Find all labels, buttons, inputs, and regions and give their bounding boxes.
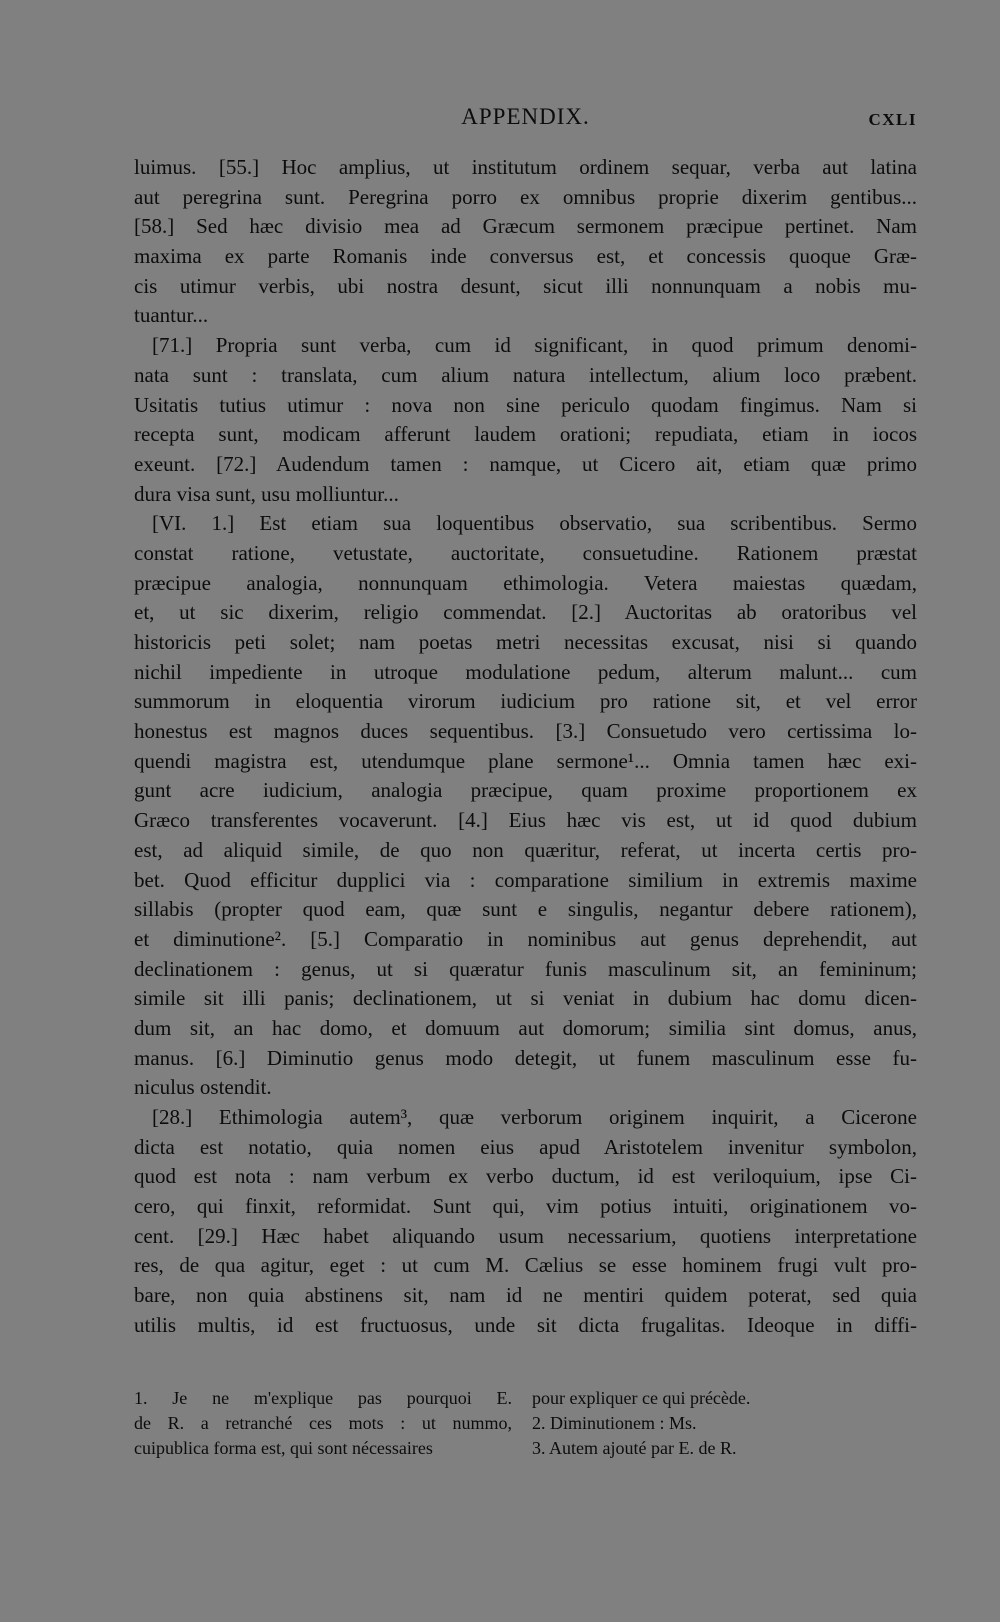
text-line: res, de qua agitur, eget : ut cum M. Cælius se esse hominem frugi vult pro-: [134, 1253, 917, 1278]
text-line: niculus ostendit.: [134, 1075, 272, 1100]
text-line: [71.] Propria sunt verba, cum id significant, in quod primum denomi-: [152, 333, 917, 358]
text-line: exeunt. [72.] Audendum tamen : namque, ut Cicero ait, etiam quæ primo: [134, 451, 917, 476]
text-line: præcipue analogia, nonnunquam ethimologia. Vetera maiestas quædam,: [134, 570, 917, 595]
text-line: gunt acre iudicium, analogia præcipue, quam proxime proportionem ex: [134, 778, 917, 803]
text-line: historicis peti solet; nam poetas metri necessitas excusat, nisi si quando: [134, 630, 917, 654]
text-line: [58.] Sed hæc divisio mea ad Græcum sermonem præcipue pertinet. Nam: [134, 214, 917, 239]
footnote-line: cuipublica forma est, qui sont nécessaires: [134, 1438, 433, 1458]
text-line: et, ut sic dixerim, religio commendat. [2.] Auctoritas ab oratoribus vel: [134, 600, 917, 625]
text-line: summorum in eloquentia virorum iudicium pro ratione sit, et vel error: [134, 689, 917, 714]
text-line: recepta sunt, modicam afferunt laudem orationi; repudiata, etiam in iocos: [134, 422, 917, 447]
text-line: declinationem : genus, ut si quæratur funis masculinum sit, an femininum;: [134, 956, 917, 981]
text-line: sillabis (propter quod eam, quæ sunt e singulis, negantur debere rationem),: [134, 897, 917, 922]
text-line: aut peregrina sunt. Peregrina porro ex omnibus proprie dixerim gentibus...: [134, 184, 917, 209]
text-line: [VI. 1.] Est etiam sua loquentibus observatio, sua scribentibus. Sermo: [152, 511, 917, 536]
text-line: cent. [29.] Hæc habet aliquando usum necessarium, quotiens interpretatione: [134, 1223, 917, 1248]
text-line: bare, non quia abstinens sit, nam id ne mentiri quidem poterat, sed quia: [134, 1283, 917, 1308]
footnotes-right-column: [532, 1386, 917, 1461]
text-line: Usitatis tutius utimur : nova non sine periculo quodam fingimus. Nam si: [134, 392, 917, 417]
text-line: Græco transferentes vocaverunt. [4.] Eius hæc vis est, ut id quod dubium: [134, 808, 917, 833]
page-header: [134, 100, 917, 136]
footnote-line: 1. Je ne m'explique pas pourquoi E.: [134, 1388, 512, 1408]
text-line: constat ratione, vetustate, auctoritate, consuetudine. Rationem præstat: [134, 540, 917, 565]
text-line: bet. Quod efficitur dupplici via : comparatione similium in extremis maxime: [134, 867, 917, 892]
text-line: utilis multis, id est fructuosus, unde sit dicta frugalitas. Ideoque in diffi-: [134, 1312, 917, 1337]
text-line: maxima ex parte Romanis inde conversus est, et concessis quoque Græ-: [134, 244, 917, 269]
page-number: CXLI: [868, 110, 917, 129]
text-line: [28.] Ethimologia autem³, quæ verborum originem inquirit, a Cicerone: [152, 1105, 917, 1129]
text-line: dicta est notatio, quia nomen eius apud Aristotelem invenitur symbolon,: [134, 1134, 917, 1159]
text-line: est, ad aliquid simile, de quo non quæritur, referat, ut incerta certis pro-: [134, 837, 917, 862]
text-line: cis utimur verbis, ubi nostra desunt, sicut illi nonnunquam a nobis mu-: [134, 273, 917, 298]
text-line: manus. [6.] Diminutio genus modo detegit, ut funem masculinum esse fu-: [134, 1045, 917, 1070]
text-line: dura visa sunt, usu molliuntur...: [134, 481, 399, 506]
footnotes-left-column: [134, 1386, 512, 1461]
text-line: nichil impediente in utroque modulatione pedum, alterum malunt... cum: [134, 659, 917, 684]
footnote-line: pour expliquer ce qui précède.: [532, 1388, 751, 1408]
running-title: APPENDIX.: [461, 104, 590, 129]
text-line: cero, qui finxit, reformidat. Sunt qui, vim potius intuiti, originationem vo-: [134, 1194, 917, 1219]
text-line: simile sit illi panis; declinationem, ut si veniat in dubium hac domu dicen-: [134, 986, 917, 1011]
text-line: honestus est magnos duces sequentibus. [3.] Consuetudo vero certissima lo-: [134, 719, 917, 744]
text-line: quod est nota : nam verbum ex verbo ductum, id est veriloquium, ipse Ci-: [134, 1164, 917, 1189]
footnote-line: de R. a retranché ces mots : ut nummo,: [134, 1413, 512, 1433]
text-line: nata sunt : translata, cum alium natura intellectum, alium loco præbent.: [134, 362, 917, 387]
text-line: tuantur...: [134, 303, 209, 328]
text-line: et diminutione². [5.] Comparatio in nominibus aut genus deprehendit, aut: [134, 926, 917, 951]
text-line: luimus. [55.] Hoc amplius, ut institutum ordinem sequar, verba aut latina: [134, 155, 917, 179]
text-line: quendi magistra est, utendumque plane sermone¹... Omnia tamen hæc exi-: [134, 748, 917, 773]
text-line: dum sit, an hac domo, et domuum aut domorum; similia sint domus, anus,: [134, 1015, 917, 1040]
footnote-line: 3. Autem ajouté par E. de R.: [532, 1438, 737, 1458]
main-text: [134, 153, 917, 1341]
footnote-line: 2. Diminutionem : Ms.: [532, 1413, 697, 1433]
